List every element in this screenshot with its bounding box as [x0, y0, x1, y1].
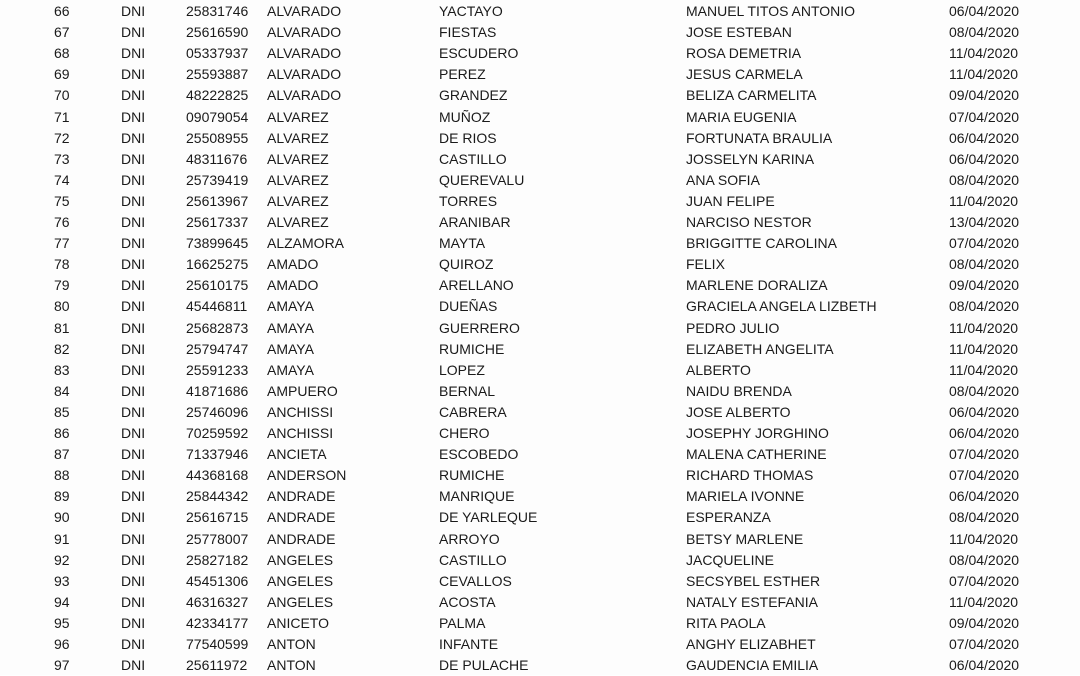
row-number: 97	[54, 657, 70, 674]
table-row	[0, 507, 1080, 528]
date: 09/04/2020	[949, 87, 1020, 104]
document-type: DNI	[121, 382, 146, 399]
maternal-surname: MANRIQUE	[439, 488, 515, 505]
table-row	[0, 64, 1080, 85]
date: 08/04/2020	[949, 256, 1020, 273]
table-row	[0, 233, 1080, 254]
given-names: GRACIELA ANGELA LIZBETH	[686, 298, 877, 315]
paternal-surname: ANCHISSI	[267, 425, 334, 441]
row-number: 85	[54, 403, 70, 420]
table-row	[0, 339, 1080, 360]
paternal-surname: ALVARADO	[267, 3, 342, 19]
date: 11/04/2020	[949, 192, 1019, 209]
maternal-surname: FIESTAS	[439, 24, 497, 41]
date: 08/04/2020	[949, 551, 1020, 568]
given-names: ALBERTO	[686, 361, 751, 378]
maternal-surname: ESCOBEDO	[439, 446, 519, 463]
given-names: SECSYBEL ESTHER	[686, 572, 821, 589]
date: 08/04/2020	[949, 298, 1020, 315]
row-number: 78	[54, 256, 70, 273]
maternal-surname: ACOSTA	[439, 593, 496, 610]
given-names: MALENA CATHERINE	[686, 446, 827, 463]
date: 06/04/2020	[949, 150, 1020, 167]
table-row	[0, 613, 1080, 634]
paternal-surname: ALVAREZ	[267, 192, 329, 209]
paternal-surname: AMAYA	[267, 340, 314, 357]
paternal-surname: ALVARADO	[267, 87, 342, 104]
document-number: 25611972	[186, 657, 248, 674]
document-number: 25613967	[186, 192, 249, 209]
document-number: 25617337	[186, 214, 249, 230]
document-type: DNI	[121, 256, 146, 273]
document-number: 46316327	[186, 593, 249, 610]
maternal-surname: PEREZ	[439, 66, 486, 83]
given-names: NAIDU BRENDA	[686, 382, 792, 399]
row-number: 88	[54, 467, 70, 484]
document-number: 45446811	[186, 298, 248, 315]
row-number: 87	[54, 446, 70, 463]
document-type: DNI	[121, 509, 146, 526]
given-names: BRIGGITTE CAROLINA	[686, 235, 837, 252]
date: 13/04/2020	[949, 214, 1020, 230]
table-row	[0, 592, 1080, 613]
document-type: DNI	[121, 108, 146, 125]
table-row	[0, 1, 1080, 22]
row-number: 96	[54, 636, 70, 652]
maternal-surname: QUEREVALU	[439, 171, 525, 188]
document-number: 41871686	[186, 382, 249, 399]
document-number: 25593887	[186, 66, 249, 83]
date: 06/04/2020	[949, 657, 1020, 674]
row-number: 75	[54, 192, 70, 209]
date: 06/04/2020	[949, 488, 1020, 505]
document-number: 25844342	[186, 488, 249, 505]
row-number: 86	[54, 425, 70, 441]
date: 06/04/2020	[949, 3, 1020, 19]
row-number: 90	[54, 509, 70, 526]
date: 09/04/2020	[949, 614, 1020, 631]
date: 07/04/2020	[949, 446, 1020, 463]
date: 06/04/2020	[949, 425, 1020, 441]
table-row	[0, 381, 1080, 402]
maternal-surname: CASTILLO	[439, 551, 507, 568]
table-row	[0, 170, 1080, 191]
document-number: 25682873	[186, 319, 249, 336]
given-names: MARLENE DORALIZA	[686, 277, 828, 294]
maternal-surname: DE RIOS	[439, 129, 497, 146]
table-row	[0, 550, 1080, 571]
given-names: MANUEL TITOS ANTONIO	[686, 3, 856, 19]
maternal-surname: INFANTE	[439, 636, 499, 652]
row-number: 81	[54, 319, 70, 336]
paternal-surname: AMAYA	[267, 319, 314, 336]
document-type: DNI	[121, 614, 146, 631]
maternal-surname: GRANDEZ	[439, 87, 508, 104]
given-names: BETSY MARLENE	[686, 530, 804, 547]
row-number: 69	[54, 66, 70, 83]
given-names: FELIX	[686, 256, 725, 273]
document-type: DNI	[121, 340, 146, 357]
row-number: 80	[54, 298, 70, 315]
document-number: 25508955	[186, 129, 249, 146]
table-row	[0, 107, 1080, 128]
document-number: 25746096	[186, 403, 249, 420]
table-row	[0, 318, 1080, 339]
given-names: JOSSELYN KARINA	[686, 150, 815, 167]
table-row	[0, 22, 1080, 43]
table-row	[0, 655, 1080, 676]
row-number: 72	[54, 129, 70, 146]
document-type: DNI	[121, 488, 146, 505]
maternal-surname: ARELLANO	[439, 277, 514, 294]
given-names: ANGHY ELIZABHET	[686, 636, 816, 652]
paternal-surname: AMPUERO	[267, 382, 338, 399]
paternal-surname: ALVARADO	[267, 24, 342, 41]
paternal-surname: ALVARADO	[267, 66, 342, 83]
paternal-surname: ANDRADE	[267, 488, 336, 505]
given-names: BELIZA CARMELITA	[686, 87, 817, 104]
table-row	[0, 275, 1080, 296]
row-number: 68	[54, 45, 70, 62]
table-row	[0, 634, 1080, 655]
paternal-surname: ALVAREZ	[267, 150, 329, 167]
document-number: 71337946	[186, 446, 249, 463]
date: 09/04/2020	[949, 277, 1020, 294]
paternal-surname: AMADO	[267, 256, 319, 273]
row-number: 73	[54, 150, 70, 167]
row-number: 92	[54, 551, 70, 568]
row-number: 71	[54, 108, 70, 125]
paternal-surname: AMAYA	[267, 361, 314, 378]
document-type: DNI	[121, 319, 146, 336]
maternal-surname: QUIROZ	[439, 256, 494, 273]
document-number: 77540599	[186, 636, 249, 652]
document-type: DNI	[121, 235, 146, 252]
paternal-surname: ALZAMORA	[267, 235, 345, 252]
given-names: RITA PAOLA	[686, 614, 766, 631]
table-row	[0, 402, 1080, 423]
table-row	[0, 571, 1080, 592]
document-type: DNI	[121, 192, 146, 209]
paternal-surname: ANDRADE	[267, 509, 336, 526]
table-row	[0, 43, 1080, 64]
maternal-surname: ARANIBAR	[439, 214, 511, 230]
date: 07/04/2020	[949, 235, 1020, 252]
table-row	[0, 444, 1080, 465]
paternal-surname: ANTON	[267, 657, 316, 674]
document-type: DNI	[121, 214, 146, 230]
paternal-surname: ALVARADO	[267, 45, 342, 62]
given-names: NATALY ESTEFANIA	[686, 593, 819, 610]
document-type: DNI	[121, 361, 146, 378]
document-number: 09079054	[186, 108, 249, 125]
document-type: DNI	[121, 530, 146, 547]
document-type: DNI	[121, 467, 146, 484]
date: 07/04/2020	[949, 636, 1020, 652]
maternal-surname: ARROYO	[439, 530, 500, 547]
paternal-surname: ANGELES	[267, 551, 334, 568]
row-number: 67	[54, 24, 70, 41]
table-row	[0, 85, 1080, 106]
table-row	[0, 254, 1080, 275]
given-names: NARCISO NESTOR	[686, 214, 812, 230]
document-number: 73899645	[186, 235, 249, 252]
maternal-surname: DE YARLEQUE	[439, 509, 538, 526]
paternal-surname: ANDRADE	[267, 530, 336, 547]
row-number: 66	[54, 3, 70, 19]
document-number: 44368168	[186, 467, 249, 484]
given-names: RICHARD THOMAS	[686, 467, 814, 484]
paternal-surname: AMAYA	[267, 298, 314, 315]
maternal-surname: LOPEZ	[439, 361, 485, 378]
table-row	[0, 128, 1080, 149]
row-number: 94	[54, 593, 70, 610]
given-names: MARIA EUGENIA	[686, 108, 797, 125]
paternal-surname: ALVAREZ	[267, 129, 329, 146]
given-names: FORTUNATA BRAULIA	[686, 129, 833, 146]
table-row	[0, 191, 1080, 212]
table-row	[0, 360, 1080, 381]
document-type: DNI	[121, 87, 146, 104]
document-number: 48311676	[186, 150, 248, 167]
document-type: DNI	[121, 425, 146, 441]
document-number: 25616590	[186, 24, 249, 41]
row-number: 95	[54, 614, 70, 631]
given-names: ANA SOFIA	[686, 171, 760, 188]
given-names: PEDRO JULIO	[686, 319, 780, 336]
table-row	[0, 423, 1080, 444]
document-type: DNI	[121, 3, 146, 19]
maternal-surname: YACTAYO	[439, 3, 503, 19]
date: 08/04/2020	[949, 382, 1020, 399]
given-names: JOSE ESTEBAN	[686, 24, 792, 41]
document-type: DNI	[121, 171, 146, 188]
paternal-surname: ANCHISSI	[267, 403, 334, 420]
given-names: JESUS CARMELA	[686, 66, 803, 83]
maternal-surname: CEVALLOS	[439, 572, 512, 589]
row-number: 83	[54, 361, 70, 378]
row-number: 76	[54, 214, 70, 230]
document-type: DNI	[121, 572, 146, 589]
date: 11/04/2020	[949, 319, 1019, 336]
row-number: 82	[54, 340, 70, 357]
given-names: JOSEPHY JORGHINO	[686, 425, 829, 441]
table-row	[0, 465, 1080, 486]
date: 07/04/2020	[949, 467, 1020, 484]
document-number: 48222825	[186, 87, 249, 104]
document-number: 05337937	[186, 45, 249, 62]
document-type: DNI	[121, 636, 146, 652]
date: 07/04/2020	[949, 572, 1020, 589]
document-number: 42334177	[186, 614, 249, 631]
date: 08/04/2020	[949, 24, 1020, 41]
date: 11/04/2020	[949, 530, 1019, 547]
paternal-surname: ANGELES	[267, 572, 334, 589]
maternal-surname: MUÑOZ	[439, 108, 491, 125]
given-names: JOSE ALBERTO	[686, 403, 791, 420]
document-type: DNI	[121, 446, 146, 463]
row-number: 74	[54, 171, 70, 188]
maternal-surname: RUMICHE	[439, 467, 505, 484]
paternal-surname: ANDERSON	[267, 467, 347, 484]
paternal-surname: ALVAREZ	[267, 171, 329, 188]
date: 11/04/2020	[949, 340, 1019, 357]
date: 07/04/2020	[949, 108, 1020, 125]
date: 11/04/2020	[949, 66, 1019, 83]
row-number: 89	[54, 488, 70, 505]
document-type: DNI	[121, 45, 146, 62]
paternal-surname: ALVAREZ	[267, 214, 329, 230]
document-number: 25739419	[186, 171, 249, 188]
row-number: 77	[54, 235, 70, 252]
document-type: DNI	[121, 24, 146, 41]
paternal-surname: ALVAREZ	[267, 108, 329, 125]
paternal-surname: AMADO	[267, 277, 319, 294]
maternal-surname: BERNAL	[439, 382, 496, 399]
document-type: DNI	[121, 403, 146, 420]
paternal-surname: ANICETO	[267, 614, 329, 631]
paternal-surname: ANCIETA	[267, 446, 327, 463]
row-number: 84	[54, 382, 70, 399]
document-number: 25827182	[186, 551, 249, 568]
maternal-surname: CASTILLO	[439, 150, 507, 167]
maternal-surname: RUMICHE	[439, 340, 505, 357]
document-number: 25778007	[186, 530, 249, 547]
date: 11/04/2020	[949, 361, 1019, 378]
table-row	[0, 149, 1080, 170]
date: 08/04/2020	[949, 509, 1020, 526]
document-type: DNI	[121, 150, 146, 167]
maternal-surname: TORRES	[439, 192, 498, 209]
maternal-surname: ESCUDERO	[439, 45, 519, 62]
date: 06/04/2020	[949, 403, 1020, 420]
date: 08/04/2020	[949, 171, 1020, 188]
document-number: 16625275	[186, 256, 249, 273]
maternal-surname: CABRERA	[439, 403, 507, 420]
row-number: 70	[54, 87, 70, 104]
maternal-surname: GUERRERO	[439, 319, 520, 336]
document-number: 70259592	[186, 425, 249, 441]
given-names: ELIZABETH ANGELITA	[686, 340, 834, 357]
date: 11/04/2020	[949, 593, 1019, 610]
given-names: MARIELA IVONNE	[686, 488, 805, 505]
document-number: 25591233	[186, 361, 249, 378]
row-number: 79	[54, 277, 70, 294]
given-names: ESPERANZA	[686, 509, 771, 526]
document-number: 25616715	[186, 509, 249, 526]
maternal-surname: PALMA	[439, 614, 486, 631]
maternal-surname: CHERO	[439, 425, 490, 441]
given-names: JACQUELINE	[686, 551, 774, 568]
row-number: 93	[54, 572, 70, 589]
table-row	[0, 529, 1080, 550]
given-names: GAUDENCIA EMILIA	[686, 657, 819, 674]
maternal-surname: MAYTA	[439, 235, 486, 252]
document-number: 45451306	[186, 572, 249, 589]
paternal-surname: ANTON	[267, 636, 316, 652]
document-type: DNI	[121, 593, 146, 610]
document-type: DNI	[121, 129, 146, 146]
maternal-surname: DE PULACHE	[439, 657, 529, 674]
date: 11/04/2020	[949, 45, 1019, 62]
document-type: DNI	[121, 277, 146, 294]
document-type: DNI	[121, 657, 146, 674]
table-row	[0, 296, 1080, 317]
document-number: 25831746	[186, 3, 249, 19]
row-number: 91	[54, 530, 70, 547]
document-type: DNI	[121, 66, 146, 83]
date: 06/04/2020	[949, 129, 1020, 146]
document-type: DNI	[121, 551, 146, 568]
paternal-surname: ANGELES	[267, 593, 334, 610]
table-row	[0, 486, 1080, 507]
maternal-surname: DUEÑAS	[439, 298, 498, 315]
document-type: DNI	[121, 298, 146, 315]
given-names: JUAN FELIPE	[686, 192, 775, 209]
document-number: 25794747	[186, 340, 249, 357]
document-number: 25610175	[186, 277, 249, 294]
given-names: ROSA DEMETRIA	[686, 45, 802, 62]
table-row	[0, 212, 1080, 233]
